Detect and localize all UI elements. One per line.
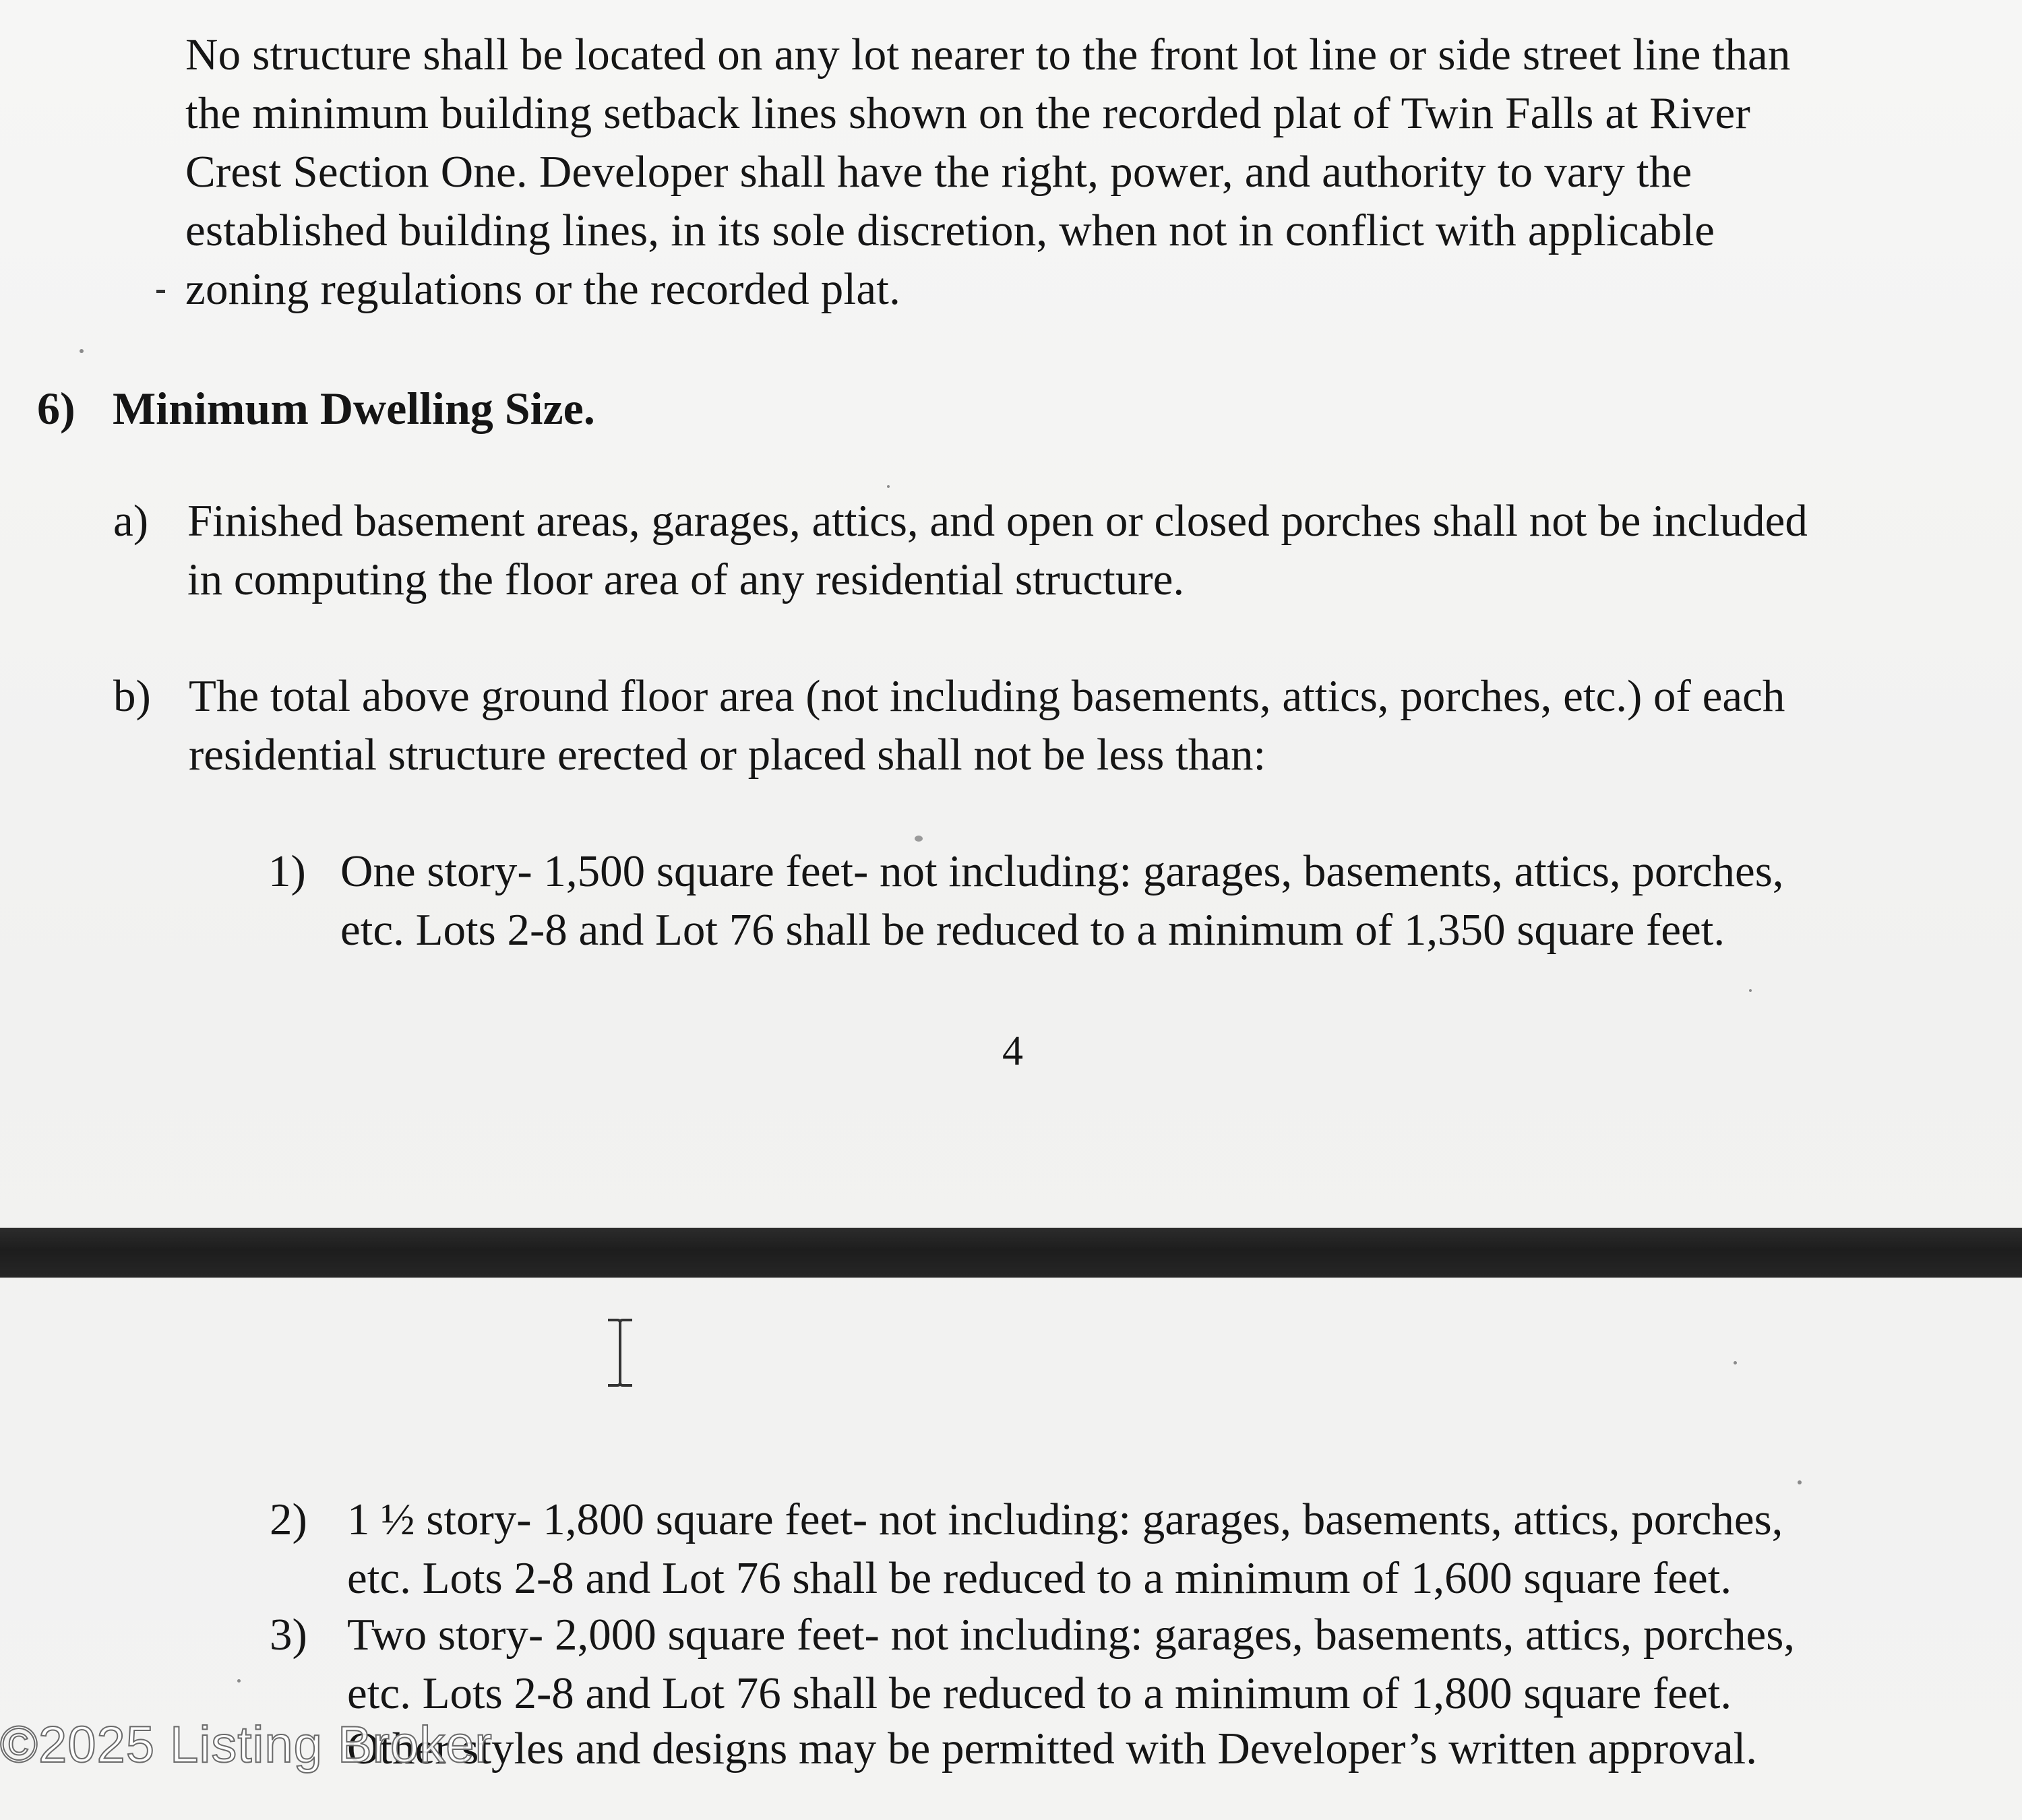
text-line: residential structure erected or placed shall not be less than:: [189, 730, 1266, 780]
item-marker: a): [113, 496, 149, 546]
sub-item-marker: 3): [270, 1610, 307, 1660]
text-line: Two story- 2,000 square feet- not including: garages, basements, attics, porches,: [347, 1610, 1796, 1660]
section-title: Minimum Dwelling Size.: [113, 383, 595, 434]
margin-mark: [156, 290, 165, 293]
text-line: zoning regulations or the recorded plat.: [185, 264, 901, 314]
section-number: 6): [37, 383, 75, 434]
item-marker: b): [113, 671, 151, 721]
sub-item-marker: 2): [270, 1495, 307, 1544]
paper-speck: [237, 1679, 241, 1683]
paper-speck: [915, 836, 923, 842]
text-line: Other styles and designs may be permitted with Developer’s written approval.: [347, 1724, 1757, 1774]
item-body: [187, 492, 1808, 609]
text-line: established building lines, in its sole discretion, when not in conflict with applicable: [185, 206, 1715, 255]
text-line: etc. Lots 2-8 and Lot 76 shall be reduced to a minimum of 1,350 square feet.: [340, 905, 1725, 955]
paper-speck: [80, 349, 84, 353]
text-line: 1 ½ story- 1,800 square feet- not including: garages, basements, attics, porches,: [347, 1495, 1783, 1544]
paper-speck: [1798, 1480, 1802, 1484]
section-5-continuation: [185, 26, 1791, 319]
section-6-heading: [37, 379, 595, 438]
listing-watermark: ©2025 Listing Broker: [0, 1716, 493, 1774]
page-number: 4: [1002, 1028, 1023, 1074]
paper-speck: [1749, 989, 1752, 992]
text-line: etc. Lots 2-8 and Lot 76 shall be reduced to a minimum of 1,800 square feet.: [347, 1668, 1732, 1718]
text-line: in computing the floor area of any residential structure.: [187, 555, 1185, 604]
paper-speck: [1734, 1361, 1737, 1364]
text-line: The total above ground floor area (not including basements, attics, porches, etc.) of each: [189, 671, 1785, 721]
page-break-bar: [0, 1228, 2022, 1278]
sub-item-marker: 1): [268, 846, 306, 896]
sub-item-body: [340, 842, 1784, 960]
text-line: Crest Section One. Developer shall have the right, power, and authority to vary the: [185, 147, 1692, 197]
text-cursor-icon: [605, 1317, 635, 1388]
sub-item-body: [347, 1720, 1757, 1778]
item-body: [189, 667, 1785, 784]
sub-item-body: [347, 1606, 1795, 1723]
text-line: the minimum building setback lines shown on the recorded plat of Twin Falls at River: [185, 88, 1750, 138]
text-line: No structure shall be located on any lot nearer to the front lot line or side street line than: [185, 30, 1791, 80]
text-line: etc. Lots 2-8 and Lot 76 shall be reduced to a minimum of 1,600 square feet.: [347, 1553, 1732, 1603]
sub-item-body: [347, 1490, 1783, 1608]
text-line: Finished basement areas, garages, attics, and open or closed porches shall not be included: [187, 496, 1808, 546]
text-line: One story- 1,500 square feet- not including: garages, basements, attics, porches,: [340, 846, 1784, 896]
paper-speck: [887, 485, 890, 488]
